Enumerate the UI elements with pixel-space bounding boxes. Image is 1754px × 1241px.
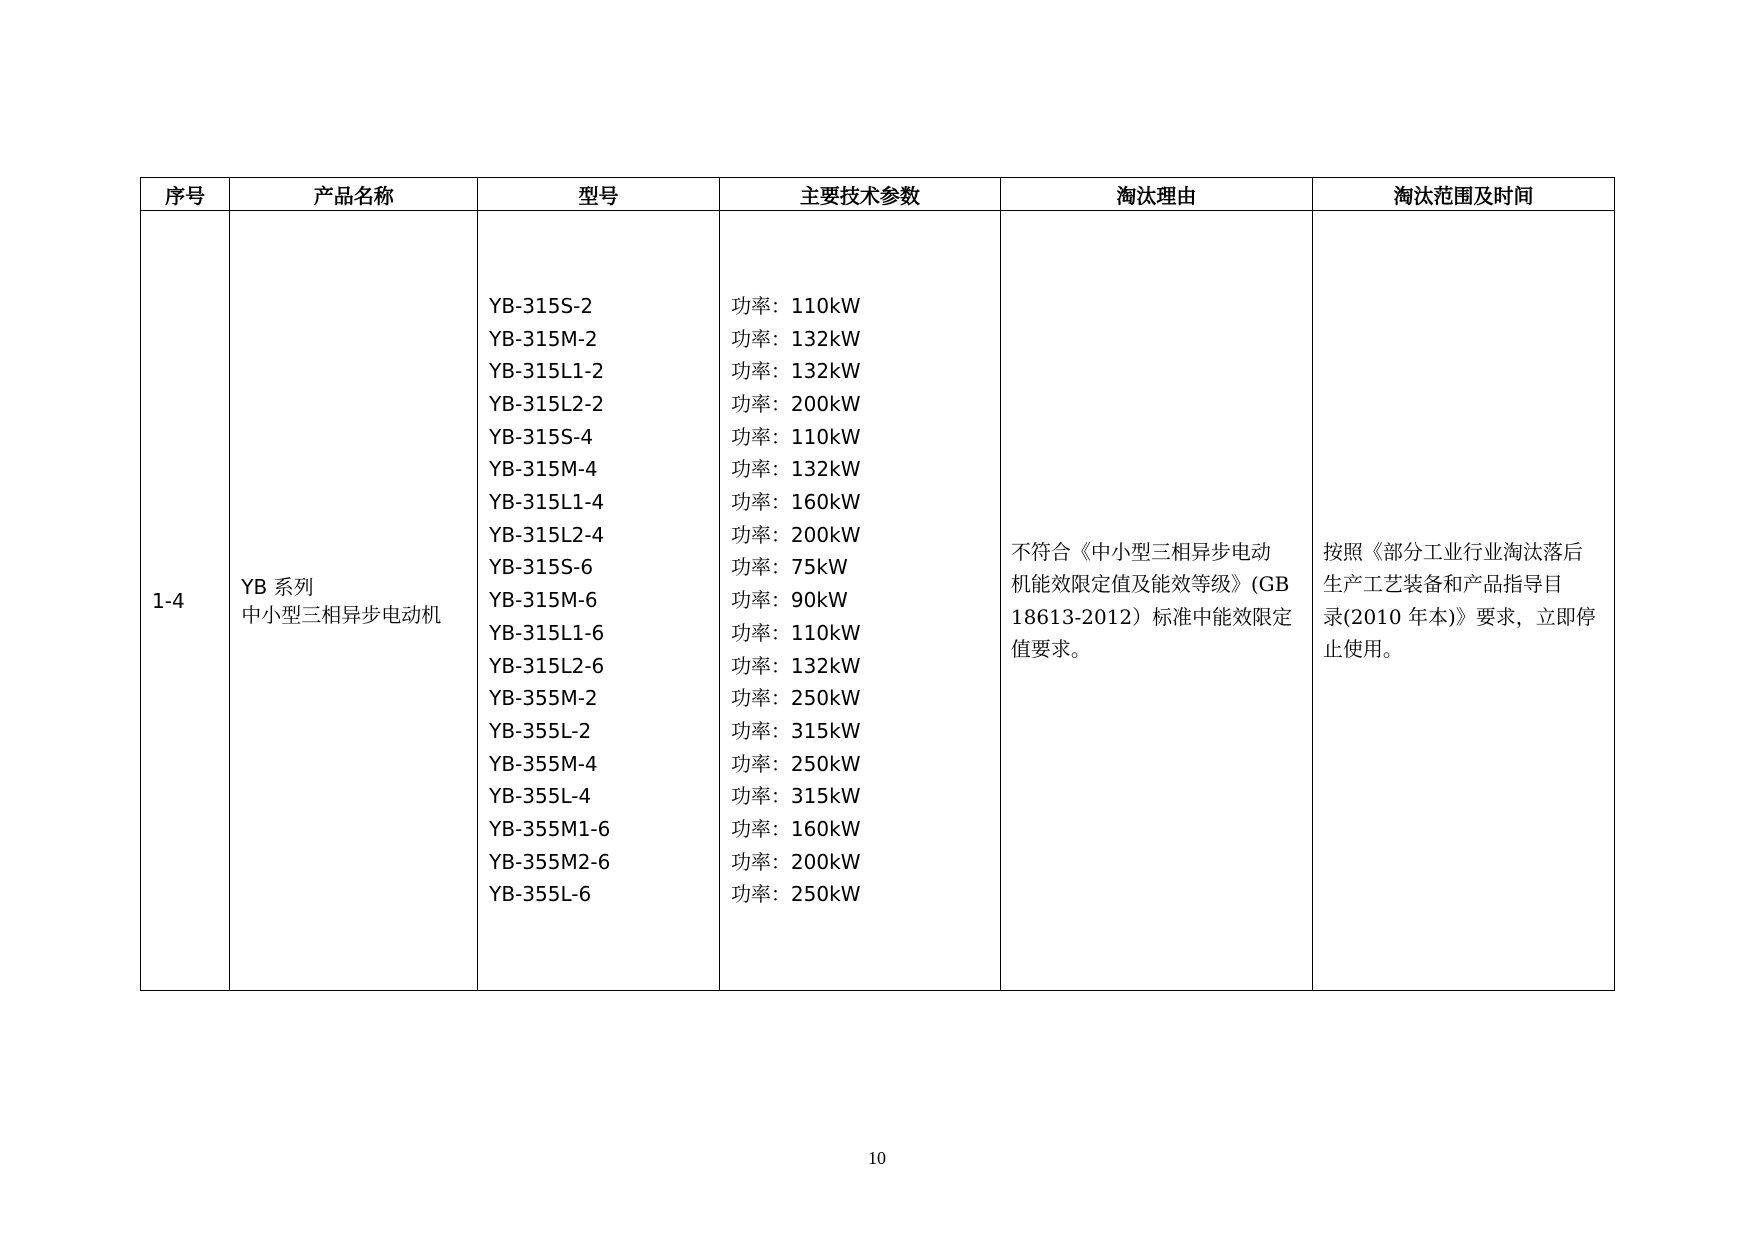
param-item: 功率：250kW — [730, 751, 861, 776]
model-item: YB-355L-6 — [489, 882, 592, 907]
model-item: YB-315L1-4 — [489, 490, 605, 515]
param-item: 功率：250kW — [730, 882, 861, 907]
param-item: 功率：110kW — [730, 620, 861, 645]
param-item: 功率：315kW — [730, 784, 861, 809]
model-item: YB-315M-6 — [489, 588, 598, 613]
model-item: YB-315M-2 — [489, 326, 598, 351]
model-item: YB-355M2-6 — [489, 849, 611, 874]
param-item: 功率：250kW — [730, 686, 861, 711]
header-product-name: 产品名称 — [230, 178, 478, 211]
reason-line: 机能效限定值及能效等级》(GB — [1010, 572, 1290, 596]
model-item: YB-315L1-2 — [489, 359, 605, 384]
param-item: 功率：75kW — [730, 555, 848, 580]
header-seq: 序号 — [141, 178, 230, 211]
model-item: YB-315S-2 — [489, 293, 594, 318]
param-item: 功率：315kW — [730, 718, 861, 743]
model-item: YB-355L-2 — [489, 718, 592, 743]
cell-seq: 1-4 — [141, 211, 230, 991]
header-model: 型号 — [478, 178, 720, 211]
param-item: 功率：90kW — [730, 588, 848, 613]
scope-line: 止使用。 — [1322, 637, 1403, 661]
param-item: 功率：132kW — [730, 359, 861, 384]
param-item: 功率：200kW — [730, 522, 861, 547]
scope-line: 录(2010 年本)》要求，立即停 — [1322, 604, 1596, 629]
product-name-line: YB 系列 — [241, 574, 314, 599]
model-item: YB-355M-2 — [489, 686, 598, 711]
cell-params — [719, 211, 1000, 991]
reason-line: 值要求。 — [1010, 637, 1091, 661]
cell-product-name — [230, 211, 478, 991]
reason-line: 18613-2012）标准中能效限定 — [1010, 604, 1293, 629]
model-item: YB-315L2-4 — [489, 522, 605, 547]
model-item: YB-355M-4 — [489, 751, 598, 776]
model-item: YB-315M-4 — [489, 457, 598, 482]
param-list — [731, 290, 1000, 911]
header-reason: 淘汰理由 — [1000, 178, 1312, 211]
param-item: 功率：110kW — [730, 293, 861, 318]
param-item: 功率：160kW — [730, 816, 861, 841]
cell-models — [478, 211, 720, 991]
header-main-params: 主要技术参数 — [719, 178, 1000, 211]
param-item: 功率：200kW — [730, 849, 861, 874]
header-scope-time: 淘汰范围及时间 — [1312, 178, 1614, 211]
model-item: YB-315L2-6 — [489, 653, 605, 678]
cell-reason — [1000, 211, 1312, 991]
model-item: YB-315L2-2 — [489, 392, 605, 417]
param-item: 功率：110kW — [730, 424, 861, 449]
model-item: YB-315S-6 — [489, 555, 594, 580]
model-item: YB-315L1-6 — [489, 620, 605, 645]
page-number: 10 — [868, 1148, 886, 1168]
model-list — [489, 290, 719, 911]
scope-line: 生产工艺装备和产品指导目 — [1322, 572, 1563, 596]
param-item: 功率：132kW — [730, 326, 861, 351]
param-item: 功率：200kW — [730, 392, 861, 417]
model-item: YB-355M1-6 — [489, 816, 611, 841]
reason-line: 不符合《中小型三相异步电动 — [1010, 539, 1271, 564]
param-item: 功率：160kW — [730, 490, 861, 515]
model-item: YB-355L-4 — [489, 784, 592, 809]
elimination-table — [140, 177, 1615, 991]
model-item: YB-315S-4 — [489, 424, 594, 449]
param-item: 功率：132kW — [730, 457, 861, 482]
cell-scope-time — [1312, 211, 1614, 991]
scope-line: 按照《部分工业行业淘汰落后 — [1322, 539, 1583, 564]
param-item: 功率：132kW — [730, 653, 861, 678]
product-name-line: 中小型三相异步电动机 — [241, 602, 442, 627]
table-row — [141, 211, 1615, 991]
table-header-row — [141, 178, 1615, 211]
